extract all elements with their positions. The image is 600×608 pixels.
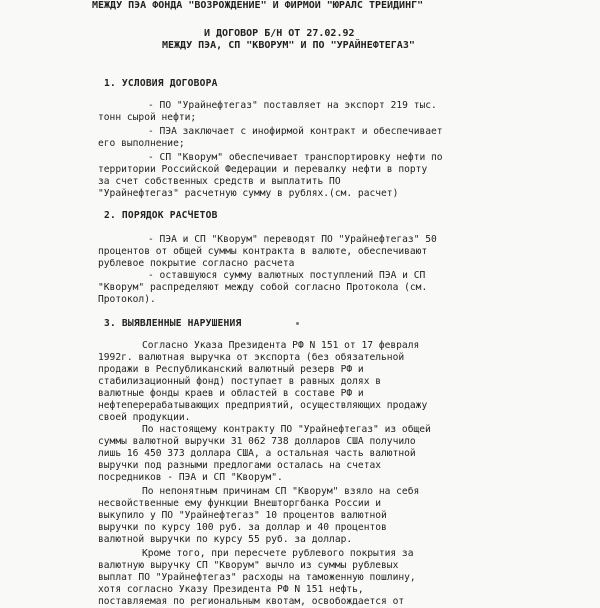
section-1-line: за счет собственных средств и выплатить ПО: [98, 176, 341, 187]
section-3-line: выручки под разными предлогами осталась на счетах: [98, 460, 382, 471]
section-2-line: процентов от общей суммы контракта в валюте, обеспечивают: [98, 246, 428, 257]
section-3-line: валютную выручку СП "Кворум" вычло из суммы рублевых: [98, 560, 399, 571]
section-1-line: "Урайнефтегаз" расчетную сумму в рублях.(см. расчет): [98, 188, 399, 199]
section-3-line: хотя согласно Указу Президента РФ N 151 нефть,: [98, 584, 364, 595]
header-line-3: МЕЖДУ ПЭА, СП "КВОРУМ" И ПО "УРАЙНЕФТЕГАЗ": [162, 40, 415, 51]
section-1-line: - ПЭА заключает с инофирмой контракт и обеспечивает: [148, 126, 443, 137]
section-2-line: - оставшуюся сумму валютных поступлений ПЭА и СП: [148, 270, 426, 281]
section-1-line: - СП "Кворум" обеспечивает транспортировку нефти по: [148, 152, 443, 163]
section-3-line: По непонятным причинам СП "Кворум" взяло на себя: [142, 486, 420, 497]
section-1-title: 1. УСЛОВИЯ ДОГОВОРА: [104, 78, 218, 89]
section-3-line: Согласно Указа Президента РФ N 151 от 17 февраля: [142, 340, 420, 351]
section-2-line: Протокол).: [98, 294, 156, 305]
section-3-line: продажи в Республиканский валютный резерв РФ и: [98, 364, 364, 375]
section-3-line: поставляемая по региональным квотам, освобождается от: [98, 596, 405, 607]
section-3-line: выплат ПО "Урайнефтегаз" расходы на таможенную пошлину,: [98, 572, 416, 583]
header-line-1: МЕЖДУ ПЭА ФОНДА "ВОЗРОЖДЕНИЕ" И ФИРМОЙ "ЮРАЛС ТРЕЙДИНГ": [92, 0, 424, 11]
section-2-title: 2. ПОРЯДОК РАСЧЕТОВ: [104, 210, 218, 221]
section-3-line: своей продукции.: [98, 412, 191, 423]
section-3-line: нефтеперерабатывающих предприятий, осуществляющих продажу: [98, 400, 428, 411]
section-3-line: По настоящему контракту ПО "Урайнефтегаз" из общей: [142, 424, 431, 435]
section-3-line: стабилизационный фонд) поступает в равных долях в: [98, 376, 382, 387]
section-3-line: суммы валютной выручки 31 062 738 долларов США получило: [98, 436, 416, 447]
section-1-line: его выполнение;: [98, 138, 185, 149]
section-3-line: посредников - ПЭА и СП "Кворум".: [98, 472, 283, 483]
section-3-title: 3. ВЫЯВЛЕННЫЕ НАРУШЕНИЯ: [104, 318, 242, 329]
section-1-line: территории Российской Федерации и перевалку нефти в порту: [98, 164, 428, 175]
section-1-line: - ПО "Урайнефтегаз" поставляет на экспорт 219 тыс.: [148, 100, 437, 111]
section-3-line: валютные фонды краев и областей в составе РФ и: [98, 388, 364, 399]
section-3-line: лишь 16 450 373 доллара США, а остальная часть валютной: [98, 448, 416, 459]
section-3-line: выкупило у ПО "Урайнефтегаз" 10 процентов валютной: [98, 510, 387, 521]
section-1-line: тонн сырой нефти;: [98, 112, 197, 123]
section-3-line: выручки по курсу 100 руб. за доллар и 40 процентов: [98, 522, 387, 533]
ink-speck: [296, 322, 299, 325]
section-2-line: рублевое покрытие согласно расчета: [98, 258, 295, 269]
section-2-line: - ПЭА и СП "Кворум" переводят ПО "Урайнефтегаз" 50: [148, 234, 437, 245]
section-3-line: Кроме того, при пересчете рублевого покрытия за: [142, 548, 414, 559]
section-3-line: 1992г. валютная выручка от экспорта (без обязательной: [98, 352, 405, 363]
section-2-line: "Кворум" распределяют между собой согласно Протокола (см.: [98, 282, 428, 293]
section-3-line: валютной выручки по курсу 55 руб. за доллар.: [98, 534, 353, 545]
section-3-line: несвойственные ему функции Внешторгбанка России и: [98, 498, 382, 509]
header-line-2: И ДОГОВОР Б/Н ОТ 27.02.92: [204, 28, 355, 39]
